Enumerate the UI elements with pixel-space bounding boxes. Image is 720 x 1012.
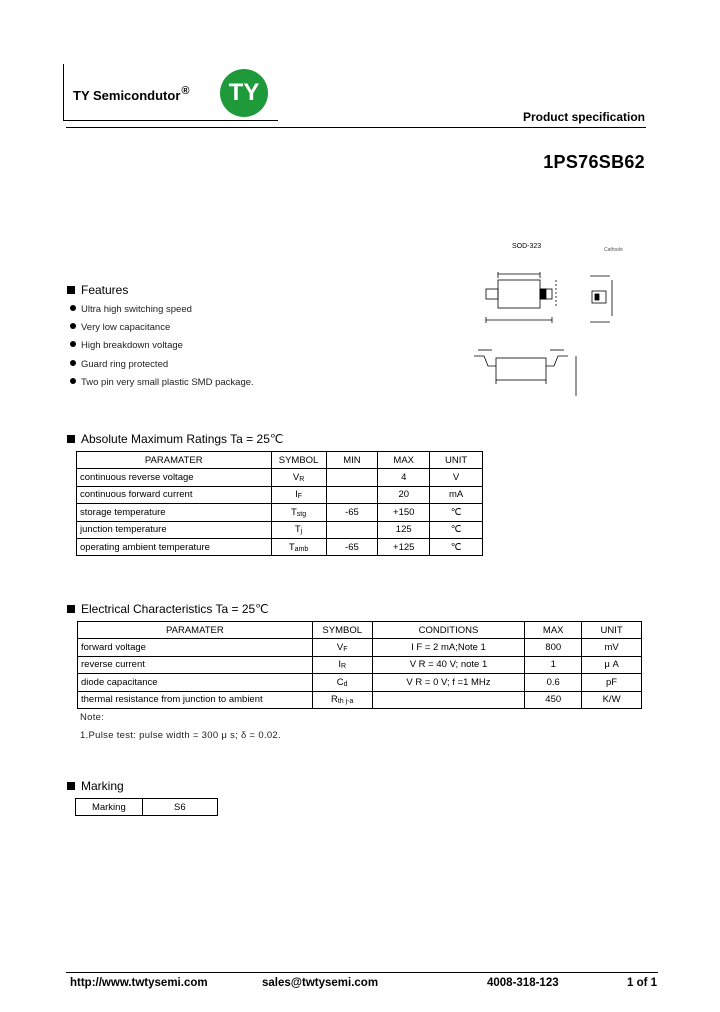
footer-email-link[interactable]: sales@twtysemi.com (262, 977, 379, 989)
header-symbol: SYMBOL (271, 452, 326, 469)
cell-parameter: storage temperature (77, 504, 272, 521)
cell-parameter: continuous reverse voltage (77, 469, 272, 486)
header-short-rule (63, 120, 278, 121)
abs-max-heading (67, 432, 283, 446)
part-number: 1PS76SB62 (543, 152, 645, 172)
cell-conditions (372, 691, 525, 708)
cell-parameter: junction temperature (77, 521, 272, 538)
marking-heading-text: Marking (81, 779, 124, 793)
symbol-subscript: j (300, 528, 303, 536)
cell-unit: pF (582, 674, 642, 691)
feature-text: High breakdown voltage (81, 340, 183, 351)
header-long-rule (66, 127, 646, 128)
feature-item (70, 304, 192, 315)
table-row (78, 656, 642, 673)
cell-parameter: operating ambient temperature (77, 538, 272, 555)
side-view (590, 276, 612, 322)
table-row (77, 504, 483, 521)
section-square-icon (67, 782, 75, 790)
registered-mark: ® (181, 85, 190, 97)
elec-heading-text: Electrical Characteristics Ta = 25℃ (81, 602, 269, 616)
cell-symbol (312, 691, 372, 708)
cell-parameter: continuous forward current (77, 486, 272, 503)
cell-conditions: I F = 2 mA;Note 1 (372, 639, 525, 656)
feature-item (70, 322, 170, 333)
cell-unit: mA (430, 486, 483, 503)
symbol-subscript: th j-a (337, 698, 354, 706)
package-title: SOD-323 (512, 243, 542, 250)
marking-value-cell: S6 (142, 799, 217, 816)
cell-unit: ℃ (430, 521, 483, 538)
cell-min (326, 469, 378, 486)
note-text: 1.Pulse test: pulse width = 300 μ s; δ = 0.02. (80, 730, 281, 741)
symbol-subscript: R (340, 663, 347, 671)
header-max: MAX (525, 622, 582, 639)
abs-max-heading-text: Absolute Maximum Ratings Ta = 25℃ (81, 432, 284, 446)
feature-item (70, 377, 254, 388)
cell-unit: ℃ (430, 504, 483, 521)
cell-symbol (271, 486, 326, 503)
symbol-subscript: R (299, 476, 305, 484)
bullet-icon (70, 341, 76, 347)
bullet-icon (70, 378, 76, 384)
header-unit: UNIT (430, 452, 483, 469)
cell-max: 800 (525, 639, 582, 656)
features-heading-text: Features (81, 283, 129, 297)
feature-text: Two pin very small plastic SMD package. (81, 377, 254, 388)
table-row (78, 691, 642, 708)
symbol-main: V (292, 472, 300, 484)
company-name (73, 85, 190, 103)
bullet-icon (70, 323, 76, 329)
ty-logo: TY (220, 69, 268, 117)
cell-parameter: diode capacitance (78, 674, 313, 691)
cell-max: 0.6 (525, 674, 582, 691)
header-symbol: SYMBOL (312, 622, 372, 639)
section-square-icon (67, 286, 75, 294)
table-row (78, 639, 642, 656)
symbol-main: C (336, 676, 344, 688)
table-header-row (77, 452, 483, 469)
elec-char-table (77, 621, 642, 709)
feature-text: Very low capacitance (81, 322, 171, 333)
symbol-main: T (294, 524, 301, 536)
header-conditions: CONDITIONS (372, 622, 525, 639)
product-specification-label: Product specification (522, 110, 645, 124)
symbol-main: I (338, 659, 341, 671)
cell-symbol (271, 504, 326, 521)
bullet-icon (70, 360, 76, 366)
cell-unit: K/W (582, 691, 642, 708)
header-unit: UNIT (582, 622, 642, 639)
cell-unit: V (430, 469, 483, 486)
package-outline-drawing (470, 236, 640, 406)
cell-parameter: forward voltage (78, 639, 313, 656)
cell-min: -65 (326, 504, 378, 521)
header-min: MIN (326, 452, 378, 469)
cell-symbol (271, 521, 326, 538)
table-row (77, 469, 483, 486)
feature-item (70, 340, 183, 351)
cell-symbol (312, 674, 372, 691)
symbol-main: T (290, 506, 297, 518)
cell-symbol (271, 538, 326, 555)
cell-max: 450 (525, 691, 582, 708)
bullet-icon (70, 305, 76, 311)
section-square-icon (67, 605, 75, 613)
header-parameter: PARAMATER (77, 452, 272, 469)
footer-rule (66, 972, 658, 973)
cell-symbol (312, 656, 372, 673)
cell-min: -65 (326, 538, 378, 555)
table-row (77, 486, 483, 503)
company-name-text: TY Semicondutor (73, 88, 181, 103)
symbol-subscript: F (297, 493, 302, 501)
cell-symbol (271, 469, 326, 486)
cell-min (326, 486, 378, 503)
cell-parameter: thermal resistance from junction to ambient (78, 691, 313, 708)
cell-max: +150 (378, 504, 430, 521)
symbol-subscript: stg (296, 510, 307, 518)
symbol-main: T (288, 541, 295, 553)
symbol-main: R (330, 694, 338, 706)
cell-max: 20 (378, 486, 430, 503)
table-row (78, 674, 642, 691)
note-label: Note: (80, 712, 105, 723)
cell-max: 1 (525, 656, 582, 673)
marking-table (75, 798, 218, 816)
feature-text: Guard ring protected (81, 359, 169, 370)
footer-url-link[interactable]: http://www.twtysemi.com (70, 977, 208, 989)
table-row (77, 521, 483, 538)
symbol-subscript: amb (294, 545, 309, 553)
top-view (486, 272, 556, 323)
marking-heading (67, 779, 124, 793)
marking-label-cell: Marking (76, 799, 143, 816)
footer-page-number: 1 of 1 (627, 977, 658, 989)
cell-unit: mV (582, 639, 642, 656)
cell-symbol (312, 639, 372, 656)
cell-unit: μ A (582, 656, 642, 673)
table-row (77, 538, 483, 555)
symbol-subscript: d (343, 680, 348, 688)
cell-max: +125 (378, 538, 430, 555)
features-heading (67, 283, 128, 297)
header-max: MAX (378, 452, 430, 469)
symbol-main: V (336, 642, 344, 654)
symbol-main: I (295, 489, 298, 501)
profile-view (474, 350, 576, 396)
cell-parameter: reverse current (78, 656, 313, 673)
section-square-icon (67, 435, 75, 443)
header-vertical-rule (63, 64, 64, 121)
cell-max: 125 (378, 521, 430, 538)
feature-text: Ultra high switching speed (81, 304, 192, 315)
feature-item (70, 359, 168, 370)
header-parameter: PARAMATER (78, 622, 313, 639)
cell-min (326, 521, 378, 538)
footer-phone: 4008-318-123 (487, 977, 559, 989)
cell-max: 4 (378, 469, 430, 486)
table-row (76, 799, 218, 816)
symbol-subscript: F (343, 646, 348, 654)
elec-heading (67, 602, 269, 616)
cell-conditions: V R = 0 V; f =1 MHz (372, 674, 525, 691)
table-header-row (78, 622, 642, 639)
abs-max-table (76, 451, 483, 556)
cell-conditions: V R = 40 V; note 1 (372, 656, 525, 673)
cathode-label: Cathode (604, 247, 623, 253)
cell-unit: ℃ (430, 538, 483, 555)
